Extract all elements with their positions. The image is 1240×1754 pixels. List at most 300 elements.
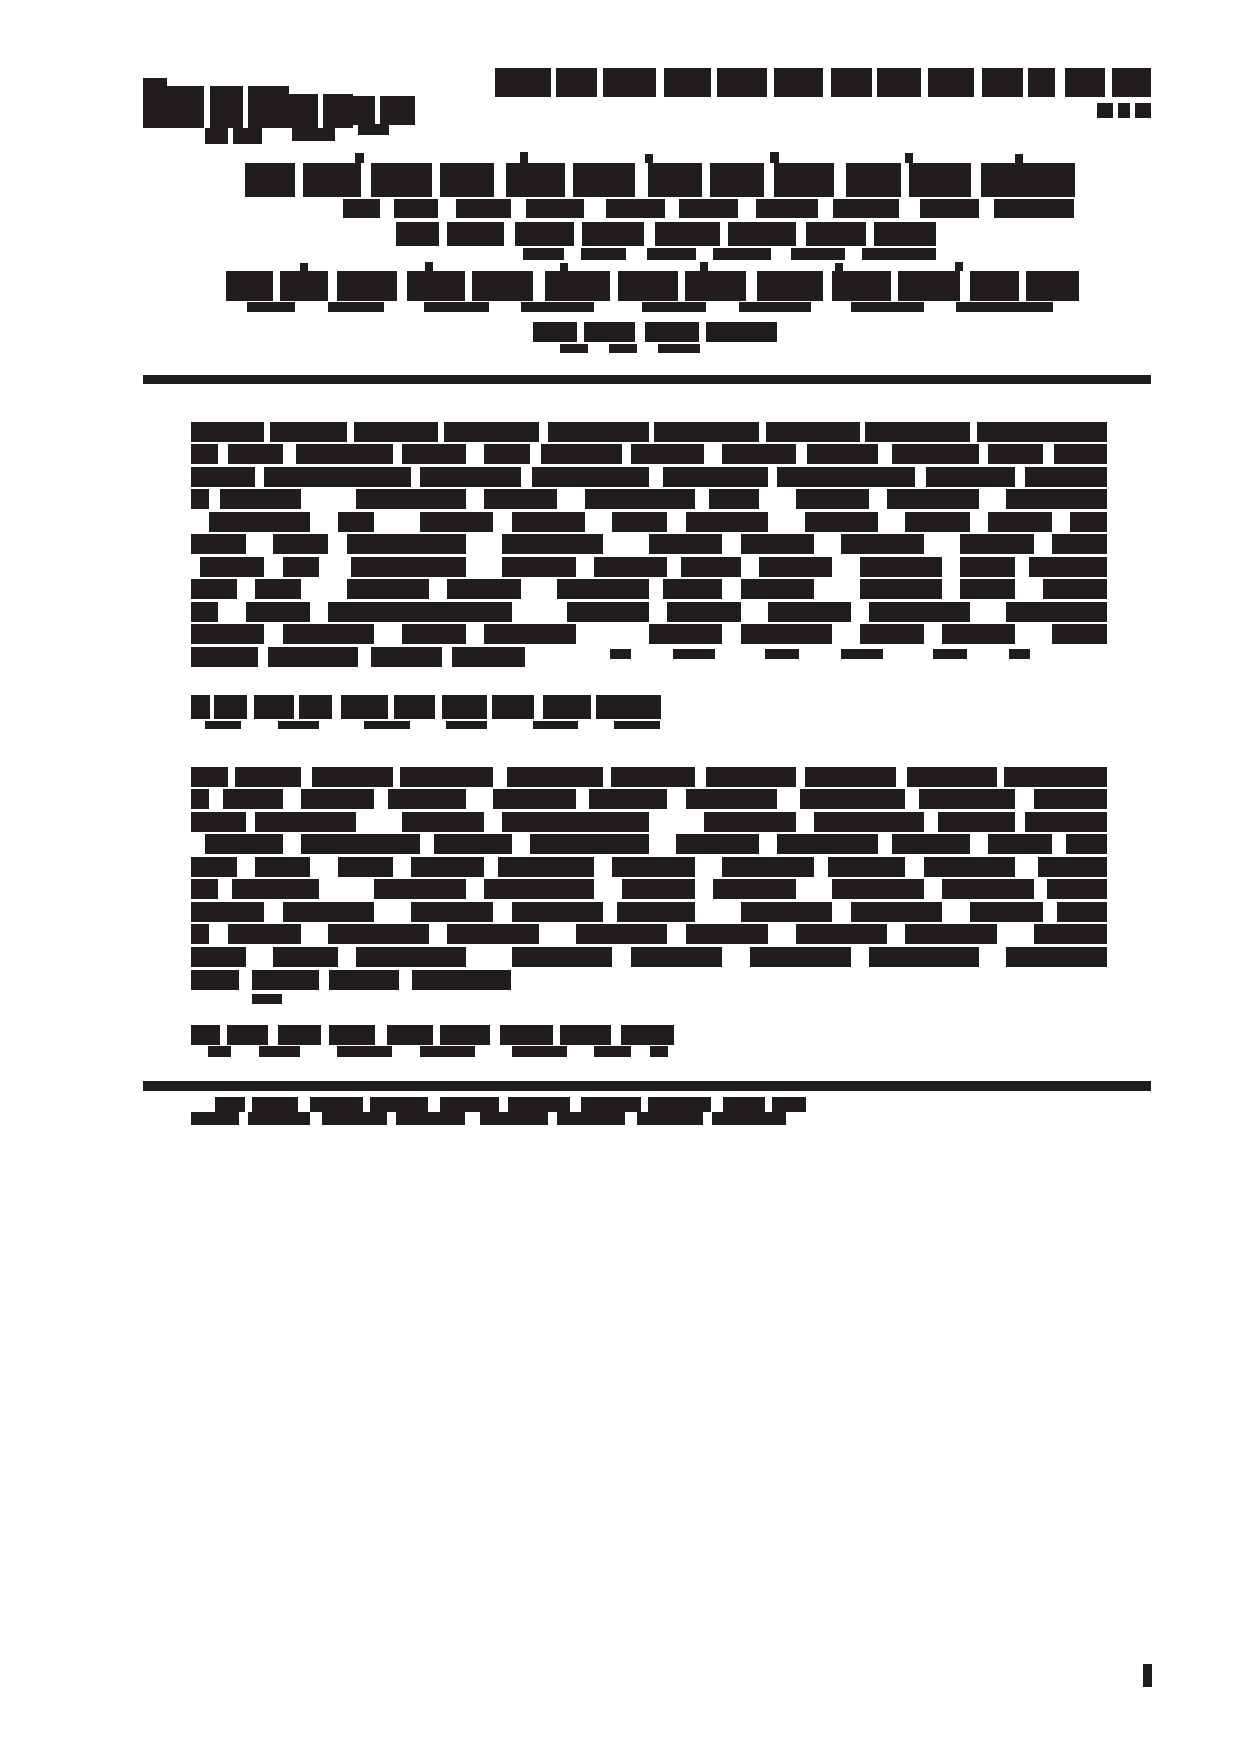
- whitespace-gap: [588, 344, 609, 353]
- title-tick: [905, 153, 913, 163]
- footnote-line: [191, 1112, 786, 1125]
- whitespace-gap: [533, 271, 545, 301]
- whitespace-gap: [834, 163, 846, 197]
- whitespace-gap: [1055, 68, 1065, 97]
- whitespace-gap: [239, 1112, 248, 1125]
- whitespace-gap: [553, 1025, 560, 1045]
- whitespace-gap: [799, 649, 841, 659]
- whitespace-gap: [796, 222, 807, 246]
- whitespace-gap: [218, 602, 245, 622]
- logo-blob: [358, 124, 389, 135]
- whitespace-gap: [631, 1046, 649, 1057]
- whitespace-gap: [247, 695, 254, 719]
- whitespace-gap: [493, 512, 511, 532]
- whitespace-gap: [832, 902, 850, 922]
- body-line: [191, 924, 1107, 944]
- whitespace-gap: [574, 222, 582, 246]
- whitespace-gap: [1052, 512, 1070, 532]
- whitespace-gap: [704, 444, 722, 464]
- whitespace-gap: [699, 322, 706, 342]
- whitespace-gap: [258, 647, 268, 667]
- whitespace-gap: [720, 222, 728, 246]
- whitespace-gap: [358, 647, 371, 667]
- logo-blob: [289, 94, 353, 128]
- whitespace-gap: [466, 557, 503, 577]
- whitespace-gap: [979, 947, 1006, 967]
- whitespace-gap: [521, 579, 558, 599]
- whitespace-gap: [768, 467, 777, 487]
- whitespace-gap: [711, 68, 716, 97]
- whitespace-gap: [245, 1097, 252, 1112]
- whitespace-gap: [237, 857, 255, 877]
- body-line: [191, 857, 1107, 877]
- whitespace-gap: [393, 444, 402, 464]
- whitespace-gap: [979, 444, 988, 464]
- whitespace-gap: [591, 695, 597, 719]
- whitespace-gap: [273, 271, 280, 301]
- whitespace-gap: [295, 163, 303, 197]
- author-tick: [700, 262, 708, 271]
- whitespace-gap: [489, 302, 521, 312]
- abstract-line: [191, 422, 1107, 442]
- title-tick: [355, 153, 364, 163]
- whitespace-gap: [695, 767, 706, 787]
- whitespace-gap: [387, 1112, 396, 1125]
- whitespace-gap: [759, 489, 796, 509]
- whitespace-gap: [1052, 834, 1066, 854]
- whitespace-gap: [649, 834, 676, 854]
- whitespace-gap: [466, 789, 493, 809]
- whitespace-gap: [374, 902, 411, 922]
- whitespace-gap: [530, 444, 541, 464]
- whitespace-gap: [665, 199, 680, 218]
- whitespace-gap: [722, 579, 740, 599]
- whitespace-gap: [319, 879, 374, 899]
- whitespace-gap: [635, 163, 648, 197]
- title-tick: [770, 152, 779, 163]
- whitespace-gap: [594, 879, 621, 899]
- whitespace-gap: [814, 857, 828, 877]
- whitespace-gap: [375, 96, 380, 125]
- whitespace-gap: [814, 534, 841, 554]
- whitespace-gap: [246, 947, 273, 967]
- whitespace-gap: [576, 624, 649, 644]
- masthead-line: [495, 68, 1151, 97]
- whitespace-gap: [823, 271, 832, 301]
- body-line: [191, 879, 1107, 899]
- whitespace-gap: [585, 512, 612, 532]
- whitespace-gap: [328, 534, 346, 554]
- horizontal-rule: [143, 375, 1151, 384]
- whitespace-gap: [597, 68, 604, 97]
- whitespace-gap: [706, 302, 738, 312]
- whitespace-gap: [765, 1097, 772, 1112]
- whitespace-gap: [300, 1046, 337, 1057]
- title-tick: [520, 152, 528, 163]
- whitespace-gap: [210, 695, 215, 719]
- whitespace-gap: [310, 602, 328, 622]
- whitespace-gap: [321, 1025, 328, 1045]
- whitespace-gap: [611, 1025, 621, 1045]
- whitespace-gap: [356, 812, 402, 832]
- whitespace-gap: [438, 199, 456, 218]
- whitespace-gap: [722, 947, 749, 967]
- whitespace-gap: [979, 489, 1006, 509]
- whitespace-gap: [301, 924, 328, 944]
- whitespace-gap: [891, 271, 898, 301]
- whitespace-gap: [1113, 103, 1117, 118]
- whitespace-gap: [649, 602, 667, 622]
- abstract-line: [191, 602, 1107, 622]
- whitespace-gap: [393, 767, 400, 787]
- title-line-1b: [343, 199, 1074, 218]
- abstract-fringe: [610, 649, 1030, 659]
- body-line: [191, 767, 1107, 787]
- whitespace-gap: [294, 695, 299, 719]
- whitespace-gap: [429, 924, 447, 944]
- whitespace-gap: [942, 579, 960, 599]
- whitespace-gap: [399, 970, 412, 990]
- whitespace-gap: [768, 512, 805, 532]
- whitespace-gap: [924, 624, 942, 644]
- whitespace-gap: [970, 512, 988, 532]
- whitespace-gap: [301, 579, 347, 599]
- whitespace-gap: [921, 68, 928, 97]
- whitespace-gap: [738, 199, 756, 218]
- whitespace-gap: [866, 222, 874, 246]
- whitespace-gap: [872, 68, 877, 97]
- whitespace-gap: [576, 557, 594, 577]
- whitespace-gap: [490, 1025, 500, 1045]
- whitespace-gap: [504, 222, 515, 246]
- whitespace-gap: [264, 624, 282, 644]
- whitespace-gap: [319, 557, 351, 577]
- author-tick: [955, 262, 963, 271]
- whitespace-gap: [465, 271, 472, 301]
- whitespace-gap: [465, 1112, 480, 1125]
- abstract-line: [191, 512, 1107, 532]
- whitespace-gap: [796, 879, 833, 899]
- whitespace-gap: [384, 302, 424, 312]
- whitespace-gap: [209, 924, 227, 944]
- whitespace-gap: [466, 489, 484, 509]
- whitespace-gap: [768, 924, 795, 944]
- whitespace-gap: [209, 489, 220, 509]
- title-line-2b: [523, 248, 936, 260]
- title-line-1: [245, 163, 1075, 197]
- whitespace-gap: [625, 1112, 637, 1125]
- whitespace-gap: [301, 767, 312, 787]
- whitespace-gap: [832, 624, 859, 644]
- whitespace-gap: [410, 721, 446, 729]
- whitespace-gap: [283, 444, 297, 464]
- abstract-line: [191, 579, 1107, 599]
- whitespace-gap: [393, 857, 411, 877]
- horizontal-rule: [143, 1081, 1151, 1091]
- whitespace-gap: [319, 721, 365, 729]
- whitespace-gap: [191, 834, 205, 854]
- whitespace-gap: [246, 812, 255, 832]
- whitespace-gap: [388, 695, 394, 719]
- whitespace-gap: [268, 1025, 278, 1045]
- whitespace-gap: [764, 163, 774, 197]
- whitespace-gap: [578, 721, 614, 729]
- whitespace-gap: [577, 322, 584, 342]
- masthead-year: [1097, 103, 1151, 118]
- whitespace-gap: [777, 789, 800, 809]
- whitespace-gap: [1034, 534, 1052, 554]
- whitespace-gap: [649, 467, 663, 487]
- whitespace-gap: [301, 489, 356, 509]
- whitespace-gap: [1015, 857, 1038, 877]
- logo-blob: [205, 128, 262, 144]
- whitespace-gap: [295, 302, 327, 312]
- whitespace-gap: [283, 789, 301, 809]
- whitespace-gap: [771, 248, 792, 260]
- whitespace-gap: [970, 834, 988, 854]
- author-tick: [300, 263, 308, 271]
- whitespace-gap: [603, 767, 610, 787]
- whitespace-gap: [564, 248, 581, 260]
- whitespace-gap: [539, 422, 548, 442]
- whitespace-gap: [896, 767, 907, 787]
- body-line: [191, 902, 1107, 922]
- whitespace-gap: [610, 271, 619, 301]
- abstract-line: [191, 489, 1107, 509]
- received-line: [533, 322, 777, 342]
- whitespace-gap: [883, 649, 933, 659]
- whitespace-gap: [603, 534, 649, 554]
- whitespace-gap: [796, 444, 807, 464]
- logo-blob: [292, 128, 335, 141]
- whitespace-gap: [1015, 624, 1052, 644]
- whitespace-gap: [487, 695, 492, 719]
- whitespace-gap: [411, 467, 420, 487]
- whitespace-gap: [548, 1112, 557, 1125]
- author-line-fringe: [247, 302, 1053, 312]
- whitespace-gap: [1015, 789, 1033, 809]
- whitespace-gap: [374, 789, 388, 809]
- whitespace-gap: [435, 695, 442, 719]
- whitespace-gap: [741, 602, 768, 622]
- whitespace-gap: [722, 534, 740, 554]
- whitespace-gap: [796, 767, 805, 787]
- whitespace-gap: [493, 902, 511, 922]
- whitespace-gap: [466, 879, 484, 899]
- whitespace-gap: [860, 422, 865, 442]
- whitespace-gap: [466, 624, 484, 644]
- whitespace-gap: [878, 834, 892, 854]
- whitespace-gap: [1130, 103, 1134, 118]
- whitespace-gap: [511, 199, 526, 218]
- whitespace-gap: [576, 789, 590, 809]
- whitespace-gap: [375, 1025, 387, 1045]
- heading-fringe: [205, 721, 660, 729]
- author-tick: [560, 263, 568, 271]
- body-line: [191, 789, 1107, 809]
- whitespace-gap: [997, 924, 1034, 944]
- whitespace-gap: [397, 271, 407, 301]
- whitespace-gap: [924, 302, 956, 312]
- title-line-2: [396, 222, 936, 246]
- whitespace-gap: [722, 624, 740, 644]
- whitespace-gap: [851, 947, 869, 967]
- body-line: [191, 947, 1107, 967]
- whitespace-gap: [241, 721, 277, 729]
- whitespace-gap: [1015, 557, 1029, 577]
- whitespace-gap: [878, 512, 905, 532]
- abstract-last-line: [191, 647, 525, 667]
- title-tick: [645, 154, 653, 163]
- whitespace-gap: [374, 624, 401, 644]
- whitespace-gap: [433, 1025, 440, 1045]
- whitespace-gap: [432, 163, 440, 197]
- whitespace-gap: [667, 789, 685, 809]
- whitespace-gap: [570, 1097, 582, 1112]
- whitespace-gap: [310, 857, 337, 877]
- whitespace-gap: [649, 812, 704, 832]
- whitespace-gap: [487, 721, 533, 729]
- whitespace-gap: [967, 649, 1009, 659]
- whitespace-gap: [428, 1097, 440, 1112]
- correspondence-text: [191, 1025, 674, 1045]
- whitespace-gap: [942, 557, 960, 577]
- whitespace-gap: [332, 695, 341, 719]
- whitespace-gap: [924, 534, 961, 554]
- whitespace-gap: [603, 902, 617, 922]
- page-number-mark: [1143, 1664, 1152, 1687]
- whitespace-gap: [667, 557, 681, 577]
- whitespace-gap: [635, 322, 645, 342]
- whitespace-gap: [264, 557, 282, 577]
- whitespace-gap: [832, 557, 859, 577]
- abstract-line: [191, 467, 1107, 487]
- whitespace-gap: [264, 422, 269, 442]
- whitespace-gap: [905, 857, 923, 877]
- whitespace-gap: [328, 271, 337, 301]
- whitespace-gap: [626, 248, 647, 260]
- body-stray-mark: [252, 994, 282, 1004]
- whitespace-gap: [924, 812, 938, 832]
- whitespace-gap: [715, 649, 765, 659]
- whitespace-gap: [475, 1046, 512, 1057]
- whitespace-gap: [231, 1046, 259, 1057]
- author-line: [226, 271, 1079, 301]
- whitespace-gap: [429, 579, 447, 599]
- whitespace-gap: [204, 86, 210, 128]
- whitespace-gap: [656, 68, 664, 97]
- whitespace-gap: [851, 602, 869, 622]
- whitespace-gap: [1019, 271, 1026, 301]
- abstract-line: [191, 624, 1107, 644]
- whitespace-gap: [823, 68, 831, 97]
- whitespace-gap: [649, 579, 663, 599]
- whitespace-gap: [484, 857, 498, 877]
- whitespace-gap: [878, 444, 892, 464]
- whitespace-gap: [899, 199, 921, 218]
- whitespace-gap: [499, 1097, 508, 1112]
- whitespace-gap: [594, 857, 612, 877]
- whitespace-gap: [696, 248, 713, 260]
- whitespace-gap: [191, 512, 209, 532]
- heading-line: [191, 695, 661, 719]
- whitespace-gap: [1015, 467, 1024, 487]
- whitespace-gap: [612, 947, 630, 967]
- whitespace-gap: [887, 924, 905, 944]
- whitespace-gap: [420, 834, 434, 854]
- whitespace-gap: [905, 789, 919, 809]
- whitespace-gap: [942, 902, 969, 922]
- whitespace-gap: [484, 812, 502, 832]
- whitespace-gap: [997, 767, 1004, 787]
- whitespace-gap: [711, 1097, 723, 1112]
- whitespace-gap: [218, 444, 227, 464]
- whitespace-gap: [845, 248, 862, 260]
- whitespace-gap: [243, 86, 248, 128]
- whitespace-gap: [512, 602, 567, 622]
- whitespace-gap: [746, 271, 756, 301]
- whitespace-gap: [644, 222, 655, 246]
- whitespace-gap: [1034, 879, 1048, 899]
- correspondence-fringe: [208, 1046, 668, 1057]
- whitespace-gap: [695, 857, 722, 877]
- body-line: [191, 834, 1107, 854]
- whitespace-gap: [584, 199, 606, 218]
- whitespace-gap: [901, 163, 909, 197]
- whitespace-gap: [318, 94, 323, 128]
- whitespace-gap: [667, 924, 685, 944]
- logo-blob: [167, 86, 289, 128]
- whitespace-gap: [255, 467, 264, 487]
- whitespace-gap: [361, 163, 371, 197]
- received-line-fringe: [560, 344, 700, 353]
- whitespace-gap: [310, 1112, 322, 1125]
- whitespace-gap: [869, 489, 887, 509]
- whitespace-gap: [974, 68, 982, 97]
- whitespace-gap: [557, 489, 584, 509]
- whitespace-gap: [539, 924, 576, 944]
- whitespace-gap: [759, 834, 777, 854]
- whitespace-gap: [818, 199, 833, 218]
- whitespace-gap: [466, 534, 503, 554]
- abstract-line: [191, 534, 1107, 554]
- whitespace-gap: [319, 970, 329, 990]
- whitespace-gap: [438, 422, 443, 442]
- whitespace-gap: [494, 163, 506, 197]
- whitespace-gap: [264, 902, 282, 922]
- author-tick: [425, 262, 433, 271]
- whitespace-gap: [1043, 444, 1054, 464]
- title-tick: [1015, 154, 1023, 163]
- whitespace-gap: [493, 767, 507, 787]
- footnote-line: [215, 1097, 806, 1112]
- whitespace-gap: [667, 512, 685, 532]
- whitespace-gap: [641, 1097, 648, 1112]
- whitespace-gap: [565, 163, 573, 197]
- whitespace-gap: [220, 1025, 227, 1045]
- whitespace-gap: [567, 1046, 595, 1057]
- whitespace-gap: [521, 467, 532, 487]
- whitespace-gap: [218, 879, 232, 899]
- whitespace-gap: [678, 271, 685, 301]
- whitespace-gap: [442, 647, 452, 667]
- whitespace-gap: [466, 947, 512, 967]
- whitespace-gap: [622, 444, 631, 464]
- whitespace-gap: [439, 222, 447, 246]
- whitespace-gap: [228, 767, 235, 787]
- whitespace-gap: [767, 68, 774, 97]
- whitespace-gap: [363, 1097, 370, 1112]
